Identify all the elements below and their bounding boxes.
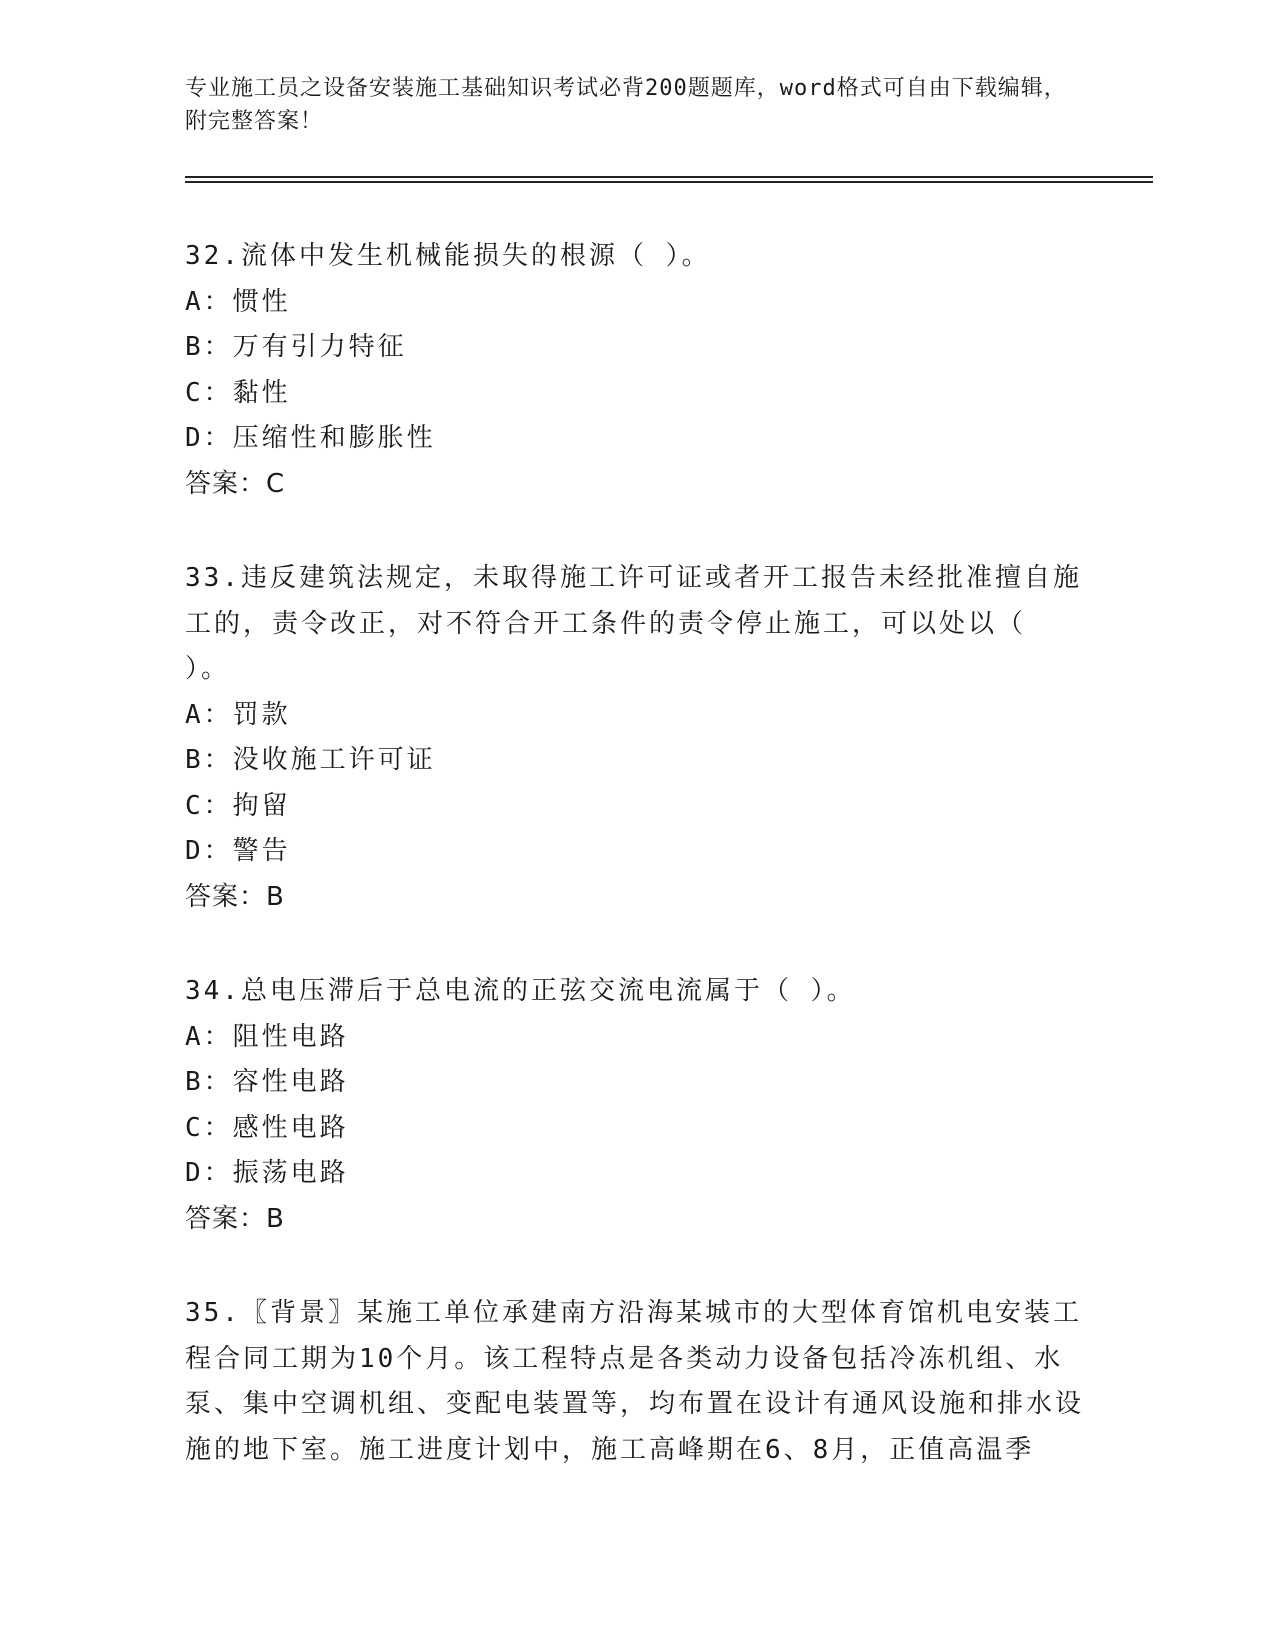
option-c: C：黏性 [185, 377, 291, 408]
option-b: B：万有引力特征 [185, 332, 407, 362]
answer: 答案：C [185, 468, 286, 499]
option-d: D：警告 [185, 836, 291, 866]
header-text: 专业施工员之设备安装施工基础知识考试必背200题题库，word格式可自由下载编辑，附完整答案！ [185, 76, 1067, 134]
option-a: A：惯性 [185, 286, 291, 317]
header-divider-bottom [185, 181, 1153, 183]
question-35 [185, 1291, 1085, 1473]
header-divider-top [185, 176, 1153, 178]
question-stem: 32.流体中发生机械能损失的根源（ ）。 [185, 241, 711, 271]
option-a: A：罚款 [185, 699, 291, 730]
question-32 [185, 234, 1085, 507]
question-stem: 35.〖背景〗某施工单位承建南方沿海某城市的大型体育馆机电安装工程合同工期为10个月。该工程特点是各类动力设备包括冷冻机组、水泵、集中空调机组、变配电装置等，均布置在设计有通风设施和排水设施的地下室。施工进度计划中，施工高峰期在6、8月，正值高温季 [185, 1298, 1085, 1465]
option-b: B：容性电路 [185, 1067, 349, 1097]
question-stem: 34.总电压滞后于总电流的正弦交流电流属于（ ）。 [185, 976, 856, 1006]
option-d: D：压缩性和膨胀性 [185, 423, 436, 453]
question-list [185, 234, 1085, 1522]
option-c: C：拘留 [185, 790, 291, 821]
option-d: D：振荡电路 [185, 1158, 349, 1188]
option-c: C：感性电路 [185, 1112, 349, 1143]
question-34 [185, 969, 1085, 1242]
answer: 答案：B [185, 1203, 285, 1234]
option-a: A：阻性电路 [185, 1021, 349, 1052]
answer: 答案：B [185, 881, 285, 912]
question-33 [185, 556, 1085, 920]
option-b: B：没收施工许可证 [185, 745, 436, 775]
document-header [185, 72, 1085, 138]
question-stem: 33.违反建筑法规定，未取得施工许可证或者开工报告未经批准擅自施工的，责令改正，对不符合开工条件的责令停止施工，可以处以（ ）。 [185, 563, 1082, 684]
